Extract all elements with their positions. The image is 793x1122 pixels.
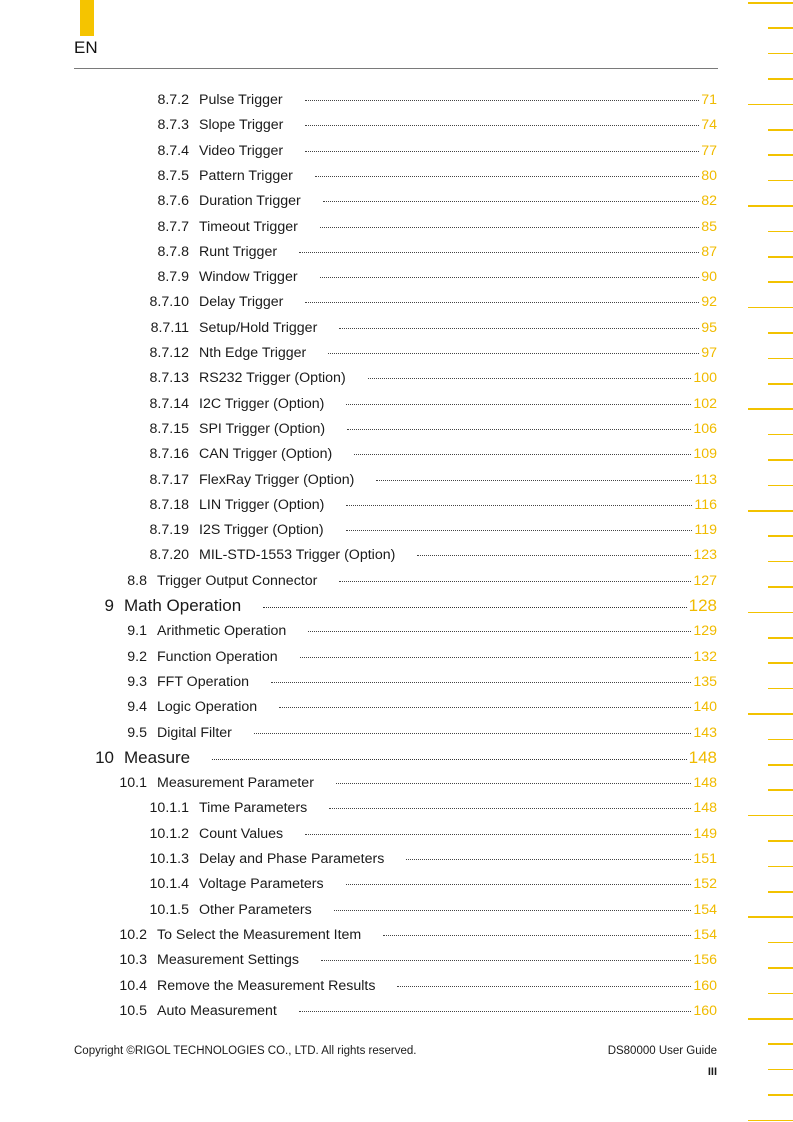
toc-entry[interactable] [129,396,717,416]
toc-entry-page[interactable]: 80 [701,167,717,184]
toc-dot-leader [305,833,691,835]
toc-entry-page[interactable]: 140 [693,699,717,716]
toc-entry[interactable] [87,623,717,643]
toc-dot-leader [336,782,691,784]
toc-entry[interactable] [129,826,717,846]
toc-entry-title: FlexRay Trigger (Option) [199,471,355,488]
toc-entry[interactable] [129,219,717,239]
toc-entry-number: 10.1.5 [149,901,189,918]
toc-dot-leader [305,99,700,101]
toc-entry-title: Function Operation [157,648,278,665]
toc-entry-page[interactable]: 149 [693,825,717,842]
toc-dot-leader [368,377,692,379]
toc-entry-number: 8.7.4 [157,142,189,159]
toc-entry-page[interactable]: 135 [693,673,717,690]
toc-entry-page[interactable]: 119 [694,522,717,539]
toc-dot-leader [339,580,691,582]
ruler-tick [768,383,793,385]
toc-entry-page[interactable]: 102 [693,395,717,412]
toc-entry-title: I2C Trigger (Option) [199,395,325,412]
toc-dot-leader [347,428,691,430]
ruler-tick [768,866,793,868]
toc-entry-page[interactable]: 116 [694,496,717,513]
ruler-tick [768,1094,793,1096]
toc-entry-page[interactable]: 151 [693,851,717,867]
toc-entry-number: 10.1 [119,775,147,792]
edge-ruler [748,0,793,1122]
toc-entry[interactable] [87,649,717,669]
toc-entry[interactable] [129,269,717,289]
toc-dot-leader [315,175,699,177]
toc-entry[interactable] [87,952,717,972]
toc-entry-page[interactable]: 74 [701,117,717,134]
toc-entry-title: Video Trigger [199,142,284,159]
toc-entry[interactable] [129,117,717,137]
toc-dot-leader [329,807,691,809]
toc-entry-number: 9.2 [127,648,147,665]
toc-entry-page[interactable]: 148 [693,775,717,792]
toc-entry-title: Arithmetic Operation [157,623,287,640]
toc-entry[interactable] [129,294,717,314]
toc-dot-leader [308,630,691,632]
toc-dot-leader [271,681,691,683]
page-number: III [707,1066,717,1078]
toc-entry-number: 10.4 [119,977,147,994]
document-title: DS80000 User Guide [607,1045,717,1057]
toc-entry-page[interactable]: 128 [688,596,717,615]
toc-entry-page[interactable]: 129 [693,623,717,640]
toc-entry-number: 8.7.13 [149,370,189,387]
header-divider [74,68,718,69]
toc-entry[interactable] [129,851,717,871]
toc-entry[interactable] [87,699,717,719]
toc-dot-leader [397,985,691,987]
toc-entry-number: 8.7.11 [150,319,189,336]
toc-entry-title: Nth Edge Trigger [199,345,307,361]
toc-entry[interactable] [129,193,717,213]
toc-entry-page[interactable]: 154 [693,901,717,918]
toc-entry-page[interactable]: 71 [701,92,717,108]
toc-entry-number: 9 [104,596,114,615]
ruler-tick [768,485,793,487]
toc-entry[interactable] [87,725,717,745]
toc-entry-number: 8.7.19 [149,522,189,539]
toc-entry-number: 8.7.12 [149,345,189,361]
ruler-tick [768,281,793,283]
toc-entry-title: Digital Filter [157,724,232,741]
toc-entry-number: 8.7.6 [157,193,189,210]
ruler-tick [768,129,793,131]
toc-entry-number: 8.7.15 [149,420,189,437]
toc-entry-page[interactable]: 152 [693,876,717,893]
toc-entry-title: Count Values [199,825,284,842]
toc-entry-page[interactable]: 132 [693,648,717,665]
toc-entry-title: Measurement Parameter [157,775,314,792]
toc-entry-page[interactable]: 154 [693,926,717,943]
toc-entry-title: Measurement Settings [157,952,299,969]
toc-dot-leader [339,327,699,329]
toc-entry[interactable] [129,92,717,112]
ruler-tick [768,358,793,360]
ruler-tick [748,916,793,918]
toc-entry[interactable] [129,902,717,922]
toc-entry-number: 9.3 [127,673,147,690]
toc-dot-leader [212,758,686,760]
ruler-tick [748,612,793,614]
toc-dot-leader [263,606,686,608]
toc-entry-page[interactable]: 90 [701,269,717,286]
ruler-tick [748,307,793,309]
toc-entry-number: 8.7.10 [149,294,189,311]
copyright-text: Copyright ©RIGOL TECHNOLOGIES CO., LTD. All rights reserved. [74,1045,417,1057]
ruler-tick [768,891,793,893]
language-label: EN [74,38,98,57]
toc-entry-number: 10.1.4 [149,876,189,893]
toc-entry[interactable] [87,674,717,694]
toc-entry-number: 8.7.17 [149,471,189,488]
toc-entry-number: 10.2 [119,926,147,943]
toc-dot-leader [305,301,699,303]
toc-entry-title: To Select the Measurement Item [157,926,362,943]
toc-entry-number: 10.1.2 [149,825,189,842]
toc-entry-page[interactable]: 156 [693,952,717,969]
toc-dot-leader [346,504,692,506]
ruler-tick [768,256,793,258]
toc-entry-page[interactable]: 82 [701,193,717,210]
toc-entry-number: 10 [95,747,114,767]
toc-entry[interactable] [129,497,717,517]
toc-entry[interactable] [129,446,717,466]
toc-entry-title: Pulse Trigger [199,92,283,108]
toc-entry[interactable] [54,748,717,768]
ruler-tick [748,713,793,715]
toc-dot-leader [354,453,691,455]
ruler-tick [748,1018,793,1020]
toc-entry-title: Runt Trigger [199,243,278,260]
ruler-tick [748,408,793,410]
ruler-tick [768,586,793,588]
toc-entry-title: Slope Trigger [199,117,284,134]
toc-dot-leader [323,200,699,202]
toc-entry-title: Other Parameters [199,901,312,918]
toc-entry-number: 8.7.2 [157,92,189,108]
ruler-tick [768,561,793,563]
toc-entry-page[interactable]: 148 [688,747,717,767]
toc-dot-leader [320,226,699,228]
toc-entry-title: Remove the Measurement Results [157,977,376,994]
toc-entry-title: Measure [124,747,191,767]
ruler-tick [748,510,793,512]
toc-entry[interactable] [129,244,717,264]
toc-entry[interactable] [129,421,717,441]
ruler-tick [768,942,793,944]
toc-dot-leader [299,251,699,253]
toc-entry-page[interactable]: 109 [693,446,717,463]
toc-dot-leader [305,150,699,152]
toc-entry-number: 9.1 [127,623,147,640]
toc-entry[interactable] [87,1003,717,1023]
toc-entry-page[interactable]: 123 [693,547,717,564]
toc-entry-number: 10.1.1 [149,800,189,817]
ruler-tick [768,739,793,741]
toc-entry[interactable] [129,320,717,340]
toc-dot-leader [334,909,692,911]
ruler-tick [768,535,793,537]
toc-entry-title: Duration Trigger [199,193,301,210]
toc-entry-page[interactable]: 87 [701,243,717,260]
ruler-tick [768,459,793,461]
ruler-tick [768,180,793,182]
ruler-tick [768,1069,793,1071]
toc-dot-leader [406,858,691,860]
toc-entry-page[interactable]: 85 [701,218,717,235]
toc-entry-number: 8.7.7 [157,218,189,235]
toc-dot-leader [383,934,691,936]
toc-entry-number: 8.7.8 [157,243,189,260]
ruler-tick [768,967,793,969]
ruler-tick [768,662,793,664]
toc-dot-leader [300,656,692,658]
toc-entry[interactable] [129,876,717,896]
toc-dot-leader [305,124,699,126]
toc-entry-title: MIL-STD-1553 Trigger (Option) [199,547,396,564]
toc-entry[interactable] [129,547,717,567]
ruler-tick [748,815,793,817]
toc-entry-number: 8.7.9 [157,269,189,286]
toc-dot-leader [299,1010,691,1012]
toc-entry-title: SPI Trigger (Option) [199,420,326,437]
toc-entry-title: FFT Operation [157,673,249,690]
toc-entry-title: Timeout Trigger [199,218,298,235]
toc-entry-page[interactable]: 113 [694,471,717,488]
toc-dot-leader [417,554,691,556]
toc-entry-number: 9.4 [127,699,147,716]
toc-entry-title: LIN Trigger (Option) [199,496,325,513]
toc-entry-title: Auto Measurement [157,1002,277,1019]
toc-entry-title: CAN Trigger (Option) [199,446,333,463]
toc-entry-page[interactable]: 100 [693,370,717,387]
ruler-tick [748,205,793,207]
chapter-tab-marker [80,0,94,36]
toc-entry-number: 8.7.18 [149,496,189,513]
toc-entry-page[interactable]: 160 [693,977,717,994]
toc-entry-title: Math Operation [124,596,242,615]
toc-entry-page[interactable]: 148 [693,800,717,817]
ruler-tick [768,1043,793,1045]
toc-dot-leader [321,959,691,961]
toc-entry[interactable] [54,596,717,616]
ruler-tick [768,789,793,791]
toc-entry[interactable] [129,472,717,492]
ruler-tick [768,434,793,436]
toc-entry-page[interactable]: 92 [701,294,717,311]
toc-entry-title: Trigger Output Connector [157,572,318,589]
toc-entry[interactable] [87,775,717,795]
toc-entry-title: Delay and Phase Parameters [199,851,385,867]
ruler-tick [768,231,793,233]
toc-dot-leader [320,276,700,278]
ruler-tick [768,27,793,29]
ruler-tick [768,53,793,55]
toc-entry-number: 8.7.5 [157,167,189,184]
ruler-tick [768,637,793,639]
toc-entry[interactable] [87,573,717,593]
toc-entry[interactable] [129,800,717,820]
ruler-tick [768,154,793,156]
toc-dot-leader [346,529,693,531]
ruler-tick [768,78,793,80]
toc-dot-leader [346,883,692,885]
toc-entry-number: 8.7.3 [157,117,189,134]
toc-entry-number: 10.1.3 [149,851,189,867]
toc-entry-title: Time Parameters [199,800,308,817]
ruler-tick [768,688,793,690]
toc-entry[interactable] [129,143,717,163]
toc-entry-page[interactable]: 77 [701,142,717,159]
ruler-tick [748,104,793,106]
ruler-tick [768,993,793,995]
toc-entry-title: I2S Trigger (Option) [199,522,324,539]
toc-entry-title: Delay Trigger [199,294,284,311]
toc-dot-leader [328,352,699,354]
toc-entry-page[interactable]: 160 [693,1002,717,1019]
toc-entry-title: Logic Operation [157,699,258,716]
toc-dot-leader [254,732,691,734]
toc-entry-number: 10.3 [119,952,147,969]
toc-entry[interactable] [129,370,717,390]
toc-entry-page[interactable]: 97 [701,345,717,361]
toc-entry[interactable] [129,345,717,365]
toc-entry[interactable] [87,978,717,998]
toc-entry-page[interactable]: 106 [693,420,717,437]
toc-entry-page[interactable]: 95 [701,319,717,336]
toc-entry-number: 8.7.14 [149,395,189,412]
toc-entry[interactable] [87,927,717,947]
toc-entry-title: RS232 Trigger (Option) [199,370,346,387]
toc-entry-number: 10.5 [119,1002,147,1019]
toc-entry-page[interactable]: 127 [693,572,717,589]
toc-entry-title: Window Trigger [199,269,298,286]
toc-dot-leader [346,403,691,405]
ruler-tick [748,2,793,4]
ruler-tick [748,1120,793,1122]
toc-entry-number: 9.5 [127,724,147,741]
toc-entry-page[interactable]: 143 [693,724,717,741]
toc-entry-number: 8.7.20 [149,547,189,564]
ruler-tick [768,840,793,842]
toc-entry-number: 8.7.16 [149,446,189,463]
toc-entry-number: 8.8 [127,572,147,589]
toc-entry-title: Voltage Parameters [199,876,324,893]
toc-entry[interactable] [129,522,717,542]
toc-entry-title: Setup/Hold Trigger [199,319,318,336]
toc-dot-leader [376,479,692,481]
ruler-tick [768,332,793,334]
toc-entry-title: Pattern Trigger [199,167,293,184]
toc-entry[interactable] [129,168,717,188]
toc-dot-leader [279,706,691,708]
ruler-tick [768,764,793,766]
